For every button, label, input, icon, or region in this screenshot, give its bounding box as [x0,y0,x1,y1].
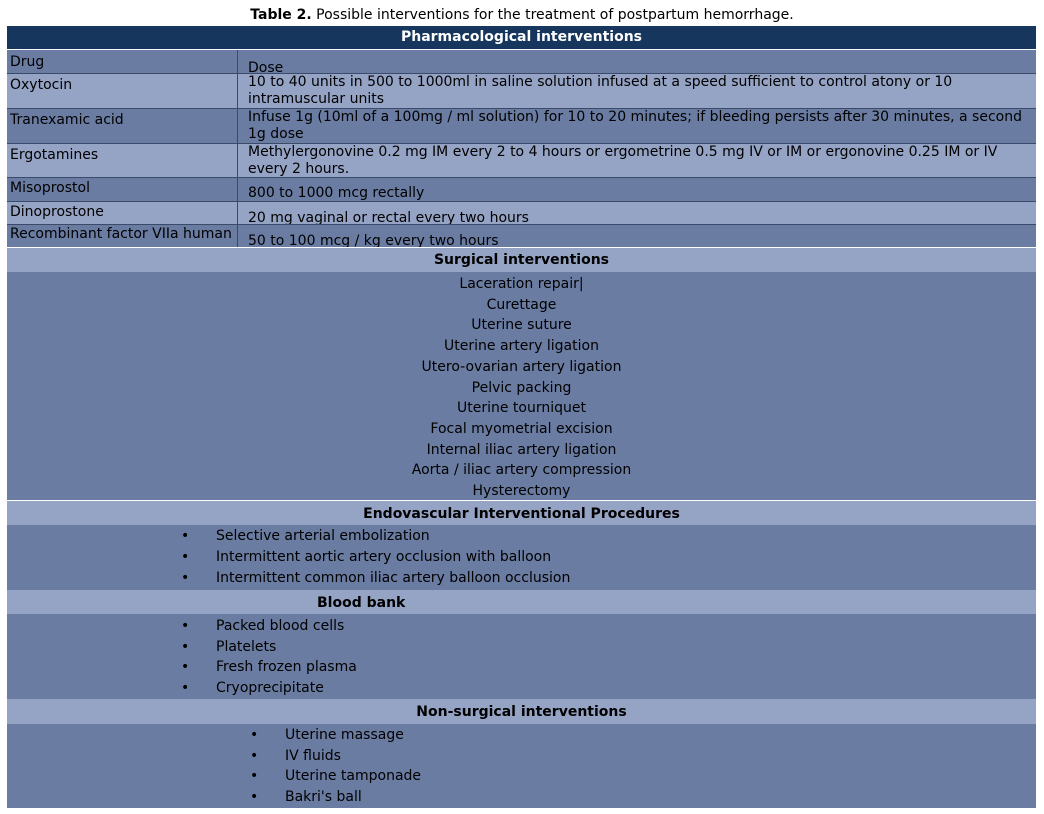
table-caption [0,6,1044,24]
endovascular-header-label: Endovascular Interventional Procedures [363,506,680,522]
bullet-icon: • [181,679,190,696]
list-item-label: IV fluids [285,747,341,764]
list-item: Hysterectomy [472,483,571,500]
list-item-label: Intermittent aortic artery occlusion with balloon [216,549,552,565]
bullet-icon: • [181,528,190,544]
list-item [250,766,421,787]
list-item: Laceration repair| [459,276,584,292]
endovascular-list [181,526,570,589]
endovascular-header [7,501,1036,525]
pharma-header-label: Pharmacological interventions [400,29,643,45]
drug-name: Tranexamic acid [7,109,238,143]
surgical-header-label: Surgical interventions [433,252,610,268]
list-item [181,526,570,547]
bloodbank-section [7,614,1036,699]
list-item-label: Cryoprecipitate [216,679,324,696]
drug-name: Ergotamines [7,144,238,177]
bullet-icon: • [250,768,259,784]
nonsurgical-list [250,725,421,807]
nonsurgical-header-label: Non-surgical interventions [416,704,627,720]
list-item [181,568,570,589]
drug-name: Oxytocin [7,74,238,108]
pharma-column-header-row [7,50,1036,74]
list-item [181,616,357,637]
list-item: Focal myometrial excision [430,420,613,437]
drug-dose: 50 to 100 mcg / kg every two hours [238,225,1036,247]
bullet-icon: • [250,727,259,743]
list-item [250,746,421,767]
list-item-label: Uterine massage [285,727,404,743]
drug-name: Dinoprostone [7,202,238,224]
nonsurgical-section [7,724,1036,808]
drug-name: Misoprostol [7,178,238,201]
drug-dose: Methylergonovine 0.2 mg IM every 2 to 4 hours or ergometrine 0.5 mg IV or IM or ergonovine 0.25 IM or IV every 2 hours. [238,144,1036,177]
caption-text: Possible interventions for the treatment of postpartum hemorrhage. [311,7,794,23]
list-item [181,657,357,678]
col-dose-header: Dose [238,50,1036,73]
list-item [181,637,357,658]
pharma-header [7,26,1036,49]
drug-dose: 20 mg vaginal or rectal every two hours [238,202,1036,224]
bloodbank-header [7,590,1036,614]
list-item-label: Platelets [216,638,277,655]
bullet-icon: • [250,788,259,805]
list-item: Aorta / iliac artery compression [411,462,632,479]
list-item: Uterine suture [471,317,572,334]
surgical-header [7,248,1036,272]
list-item [250,787,421,808]
table-row [7,225,1036,247]
surgical-list [7,272,1036,500]
list-item-label: Packed blood cells [216,618,345,634]
drug-name: Recombinant factor VIIa human [7,225,238,247]
list-item: Uterine tourniquet [457,400,586,417]
bullet-icon: • [181,549,190,565]
table-row [7,109,1036,144]
table-row [7,74,1036,109]
list-item: Uterine artery ligation [444,338,599,355]
list-item-label: Selective arterial embolization [216,528,430,544]
drug-dose: 10 to 40 units in 500 to 1000ml in saline solution infused at a speed sufficient to control atony or 10 intramuscular units [238,74,1036,108]
table-row [7,178,1036,202]
bullet-icon: • [250,747,259,764]
bloodbank-list [181,616,357,698]
table-row [7,202,1036,225]
drug-dose: 800 to 1000 mcg rectally [238,178,1036,201]
list-item: Utero-ovarian artery ligation [421,358,622,375]
list-item [250,725,421,746]
list-item: Pelvic packing [471,379,572,396]
bullet-icon: • [181,618,190,634]
col-drug-header: Drug [7,50,238,73]
list-item-label: Fresh frozen plasma [216,659,357,675]
list-item: Curettage [486,296,557,313]
bullet-icon: • [181,659,190,675]
list-item [181,547,570,568]
bullet-icon: • [181,638,190,655]
list-item-label: Intermittent common iliac artery balloon occlusion [216,570,571,586]
table-row [7,144,1036,178]
list-item: Internal iliac artery ligation [426,441,617,458]
bloodbank-header-label: Blood bank [317,595,406,611]
caption-label: Table 2. [250,7,312,23]
bullet-icon: • [181,570,190,586]
list-item-label: Uterine tamponade [285,768,422,784]
endovascular-section [7,525,1036,590]
list-item [181,678,357,699]
list-item-label: Bakri's ball [285,788,362,805]
drug-dose: Infuse 1g (10ml of a 100mg / ml solution) for 10 to 20 minutes; if bleeding persists after 30 minutes, a second 1g dose [238,109,1036,143]
nonsurgical-header [7,699,1036,724]
